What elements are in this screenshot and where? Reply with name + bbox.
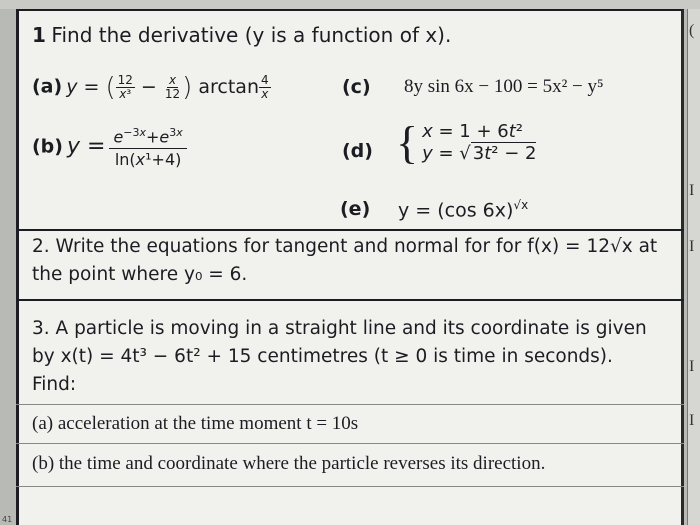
problem-1c-label: (c) xyxy=(342,76,371,98)
problem-1b-label: (b) xyxy=(32,135,63,158)
top-strip xyxy=(0,0,700,9)
problem-1e xyxy=(340,198,370,220)
edge-mark: I xyxy=(689,182,695,199)
problem-1d-label: (d) xyxy=(342,140,373,162)
page-mark: 41 xyxy=(2,515,13,524)
problem-3-line-2: by x(t) = 4t³ − 6t² + 15 centimetres (t ≥ 0 is time in seconds). xyxy=(32,346,613,367)
problem-1e-equation xyxy=(398,198,528,221)
problem-2-line-1: 2. Write the equations for tangent and normal for for f(x) = 12√x at xyxy=(32,236,658,257)
problem-1b-fraction: $\frac{e^{-3x}+e^{3x}}{\text{ln(x¹+4)}}$ xyxy=(109,122,186,171)
section-divider xyxy=(16,229,684,231)
problem-3-line-3: Find: xyxy=(32,374,77,395)
problem-1e-label: (e) xyxy=(340,198,371,220)
problem-3a: (a) acceleration at the time moment t = 10s xyxy=(32,413,359,434)
problem-1a-label: (a) xyxy=(32,75,63,98)
edge-mark: ( xyxy=(689,22,695,39)
problem-1-heading xyxy=(32,22,451,48)
section-divider xyxy=(16,486,684,487)
section-divider xyxy=(16,443,684,444)
problem-1a xyxy=(32,72,271,102)
section-divider xyxy=(16,299,684,301)
problem-1-title: Find the derivative (y is a function of x). xyxy=(51,23,452,47)
problem-3-line-1: 3. A particle is moving in a straight line and its coordinate is given xyxy=(32,318,647,339)
edge-mark: I xyxy=(689,412,695,429)
section-divider xyxy=(16,404,684,405)
problem-1c xyxy=(342,76,371,98)
problem-1b: (b) y = $\frac{e^{-3x}+e^{3x}}{\text{ln(x¹+4)}}$ xyxy=(32,122,187,171)
adjacent-page-edge xyxy=(687,9,700,525)
problem-1d xyxy=(342,140,373,162)
problem-1c-equation: 8y sin 6x − 100 = 5x² − y⁵ xyxy=(404,76,604,97)
edge-mark: I xyxy=(689,358,695,375)
problem-1d-system: { x = 1 + 6t² y = √ 3t² − 2 xyxy=(396,117,537,168)
problem-1a-equation: y = ( $\frac{12}{\text{x³}}$ − $\frac{x}{12}$ ) arctan $\frac{4}{x}$ xyxy=(66,72,269,102)
problem-3b: (b) the time and coordinate where the particle reverses its direction. xyxy=(32,453,546,474)
problem-1e-base: y = (cos 6x) xyxy=(398,199,514,222)
problem-1-number: 1 xyxy=(32,23,46,47)
problem-1e-exponent: √x xyxy=(513,198,529,212)
problem-2-line-2: the point where y₀ = 6. xyxy=(32,264,248,285)
edge-mark: I xyxy=(689,238,695,255)
